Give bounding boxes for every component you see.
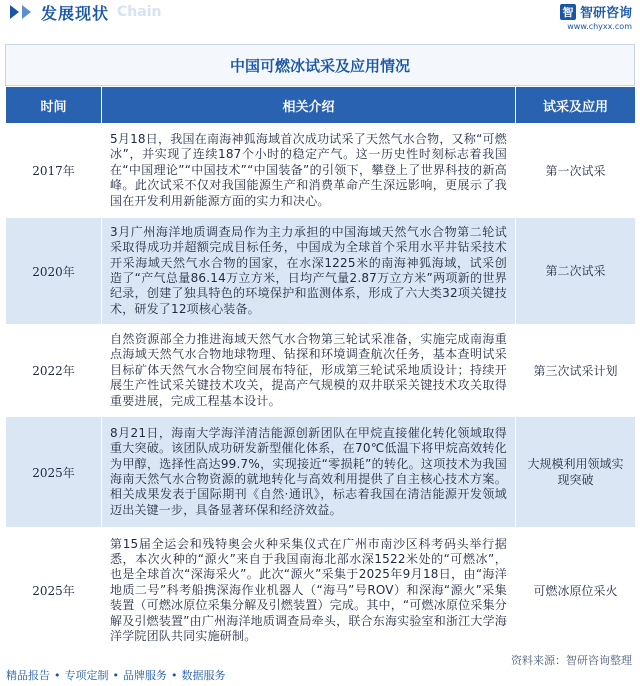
brand-name: 智研咨询 [579,6,632,21]
application-cell: 第一次试采 [516,124,636,218]
year-cell: 2020年 [6,218,102,325]
application-cell: 第三次试采计划 [516,325,636,417]
source-note: 资料来源：智研咨询整理 [511,654,632,667]
table-row [6,218,636,325]
footer-separator: • [171,668,178,682]
application-cell: 第二次试采 [516,218,636,325]
footer-separator: • [112,668,119,682]
description-cell: 5月18日，我国在南海神狐海域首次成功试采了天然气水合物，又称“可燃冰”，并实现了连续187个小时的稳定产气。这一历史性时刻标志着我国在“中国理论”“中国技术”“中国装备”的引领下，攀登上了世界科技的新高峰。此次试采不仅对我国能源生产和消费革命产生深远影响，更展示了我国在开发利用新能源方面的实力和决心。 [102,124,516,218]
year-cell: 2025年 [6,417,102,528]
application-cell: 可燃冰原位采火 [516,528,636,654]
footer-bar [0,664,640,686]
table-title: 中国可燃冰试采及应用情况 [5,44,635,86]
description-cell: 自然资源部全力推进海域天然气水合物第三轮试采准备，实施完成南海重点海域天然气水合物地球物理、钻探和环境调查航次任务，基本查明试采目标矿体天然气水合物空间展布特征，形成第三轮试采地质设计；持续开展生产性试采关键技术攻关，提高产气规模的双井联采关键技术攻关取得重要进展，完成工程基本设计。 [102,325,516,417]
footer-separator: • [54,668,61,682]
brand-url: www.chyxx.com [567,22,632,31]
year-cell: 2022年 [6,325,102,417]
brand-logo-icon: 智 [560,4,576,20]
table-row [6,325,636,417]
header-watermark: Chain [117,4,162,20]
footer-item-custom[interactable]: 专项定制 [64,669,109,682]
arrow-icon [10,5,19,19]
table-row [6,417,636,528]
table-row [6,528,636,654]
year-cell: 2025年 [6,528,102,654]
footer-item-reports[interactable]: 精品报告 [6,669,50,682]
year-cell: 2017年 [6,124,102,218]
footer-item-data[interactable]: 数据服务 [181,669,226,682]
description-cell: 3月广州海洋地质调查局作为主力承担的中国海域天然气水合物第二轮试采取得成功并超额完成目标任务，中国成为全球首个采用水平井钻采技术开采海域天然气水合物的国家，在水深1225米的南海神狐海域，试采创造了“产气总量86.14万立方米，日均产气量2.87万立方米”两项新的世界纪录，创建了独具特色的环境保护和监测体系，形成了六大类32项关键技术，研发了12项核心装备。 [102,218,516,325]
brand-block [560,2,632,31]
application-cell: 大规模利用领域实现突破 [516,417,636,528]
column-header-time: 时间 [6,87,102,124]
footer-item-brand[interactable]: 品牌服务 [123,669,167,682]
section-header [0,0,640,24]
arrow-icon [22,5,31,19]
column-header-intro: 相关介绍 [102,87,516,124]
table-row [6,124,636,218]
column-header-application: 试采及应用 [516,87,636,124]
section-title: 发展现状 [41,3,110,23]
description-cell: 8月21日，海南大学海洋清洁能源创新团队在甲烷直接催化转化领域取得重大突破。该团队成功研发新型催化体系，在70℃低温下将甲烷高效转化为甲醇，选择性高达99.7%，实现接近“零损耗”的转化。这项技术为我国海南天然气水合物资源的就地转化与高效利用提供了自主核心技术方案。相关成果发表于国际期刊《自然·通讯》，标志着我国在清洁能源开发领域迈出关键一步，具备显著环保和经济效益。 [102,417,516,528]
data-table [5,44,635,654]
description-cell: 第15届全运会和残特奥会火种采集仪式在广州市南沙区科考码头举行据悉，本次火种的“源火”来自于我国南海北部水深1522米处的“可燃冰”，也是全球首次“深海采火”。此次“源火”采集于2025年9月18日，由“海洋地质二号”科考船携深海作业机器人（“海马”号ROV）和深海“源火”采集装置（可燃冰原位采集分解及引燃装置）完成。其中，“可燃冰原位采集分解及引燃装置”由广州海洋地质调查局牵头，联合东海实验室和浙江大学海洋学院团队共同实施研制。 [102,528,516,654]
